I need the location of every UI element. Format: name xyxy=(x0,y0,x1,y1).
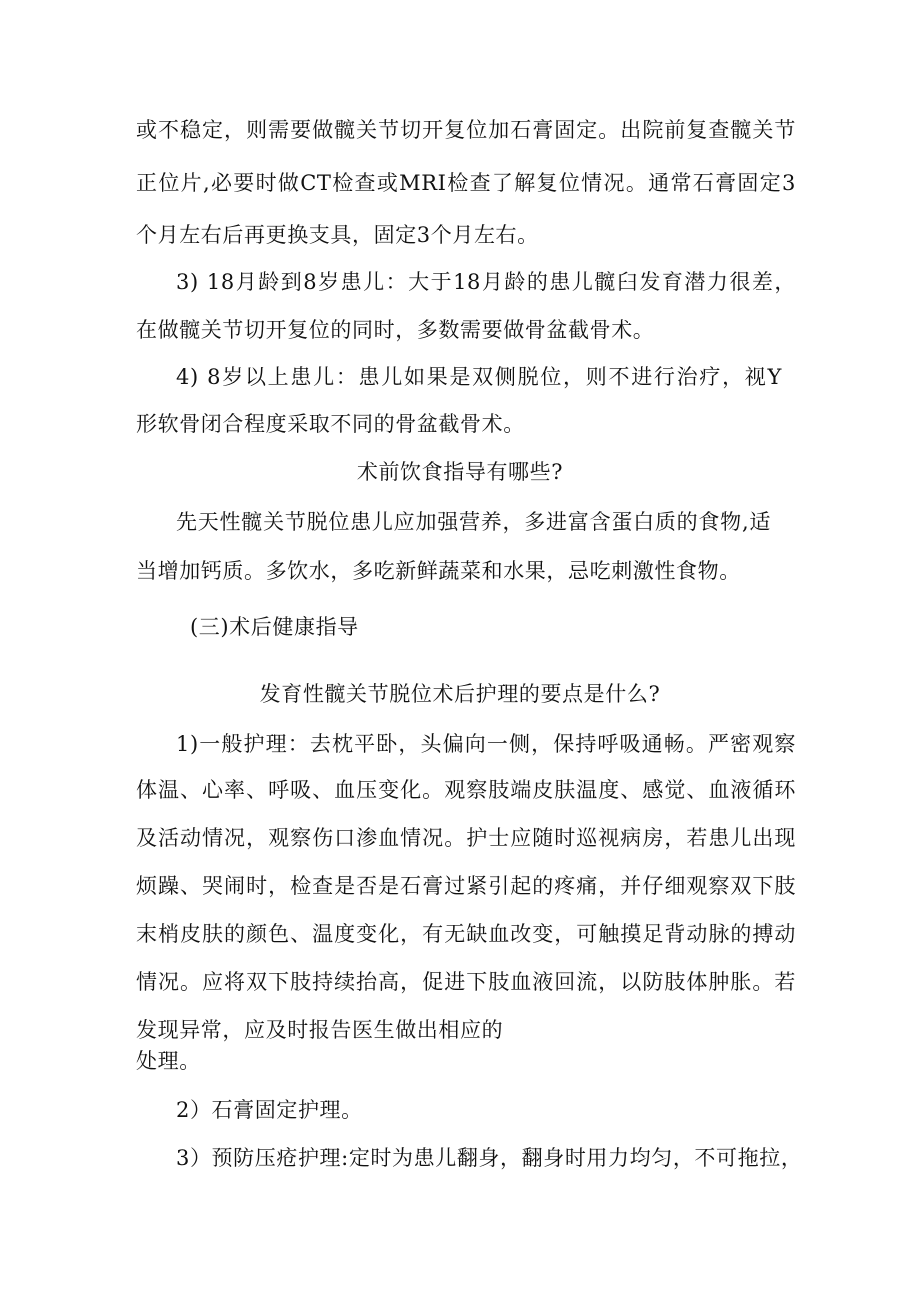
paragraph-line: 烦躁、哭闹时，检查是否是石膏过紧引起的疼痛，并仔细观察双下肢 xyxy=(136,874,796,898)
paragraph-line: 情况。应将双下肢持续抬高，促进下肢血液回流，以防肢体肿胀。若 xyxy=(136,970,796,994)
list-item-line: 1)一般护理：去枕平卧，头偏向一侧，保持呼吸通畅。严密观察 xyxy=(176,732,796,756)
list-item-line: 3) 18月龄到8岁患儿：大于18月龄的患儿髋臼发育潜力很差， xyxy=(176,270,796,294)
paragraph-line: 先天性髋关节脱位患儿应加强营养，多进富含蛋白质的食物,适 xyxy=(176,510,771,534)
paragraph-line: 正位片,必要时做CT检查或MRI检查了解复位情况。通常石膏固定3 xyxy=(136,171,796,195)
paragraph-line: 末梢皮肤的颜色、温度变化，有无缺血改变，可触摸足背动脉的搏动 xyxy=(136,922,796,946)
section-question-heading: 术前饮食指导有哪些? xyxy=(356,460,564,484)
paragraph-line: 处理。 xyxy=(136,1049,201,1073)
paragraph-line: 及活动情况，观察伤口渗血情况。护士应随时巡视病房，若患儿出现 xyxy=(136,826,796,850)
list-item-line: 3）预防压疮护理:定时为患儿翻身，翻身时用力均匀，不可拖拉， xyxy=(176,1146,803,1170)
paragraph-line: 或不稳定，则需要做髋关节切开复位加石膏固定。出院前复查髋关节 xyxy=(136,118,796,142)
list-item-line: 4) 8岁以上患儿：患儿如果是双侧脱位，则不进行治疗，视Y xyxy=(176,365,782,389)
section-heading: (三)术后健康指导 xyxy=(190,615,359,639)
list-item-line: 2）石膏固定护理。 xyxy=(176,1098,363,1122)
paragraph-line: 发现异常，应及时报告医生做出相应的 xyxy=(136,1018,504,1042)
paragraph-line: 形软骨闭合程度采取不同的骨盆截骨术。 xyxy=(136,412,525,436)
paragraph-line: 当增加钙质。多饮水，多吃新鲜蔬菜和水果，忌吃刺激性食物。 xyxy=(136,559,741,583)
paragraph-line: 在做髋关节切开复位的同时，多数需要做骨盆截骨术。 xyxy=(136,318,655,342)
paragraph-line: 个月左右后再更换支具，固定3个月左右。 xyxy=(136,223,539,247)
section-question-heading: 发育性髋关节脱位术后护理的要点是什么? xyxy=(259,682,661,706)
paragraph-line: 体温、心率、呼吸、血压变化。观察肢端皮肤温度、感觉、血液循环 xyxy=(136,778,796,802)
